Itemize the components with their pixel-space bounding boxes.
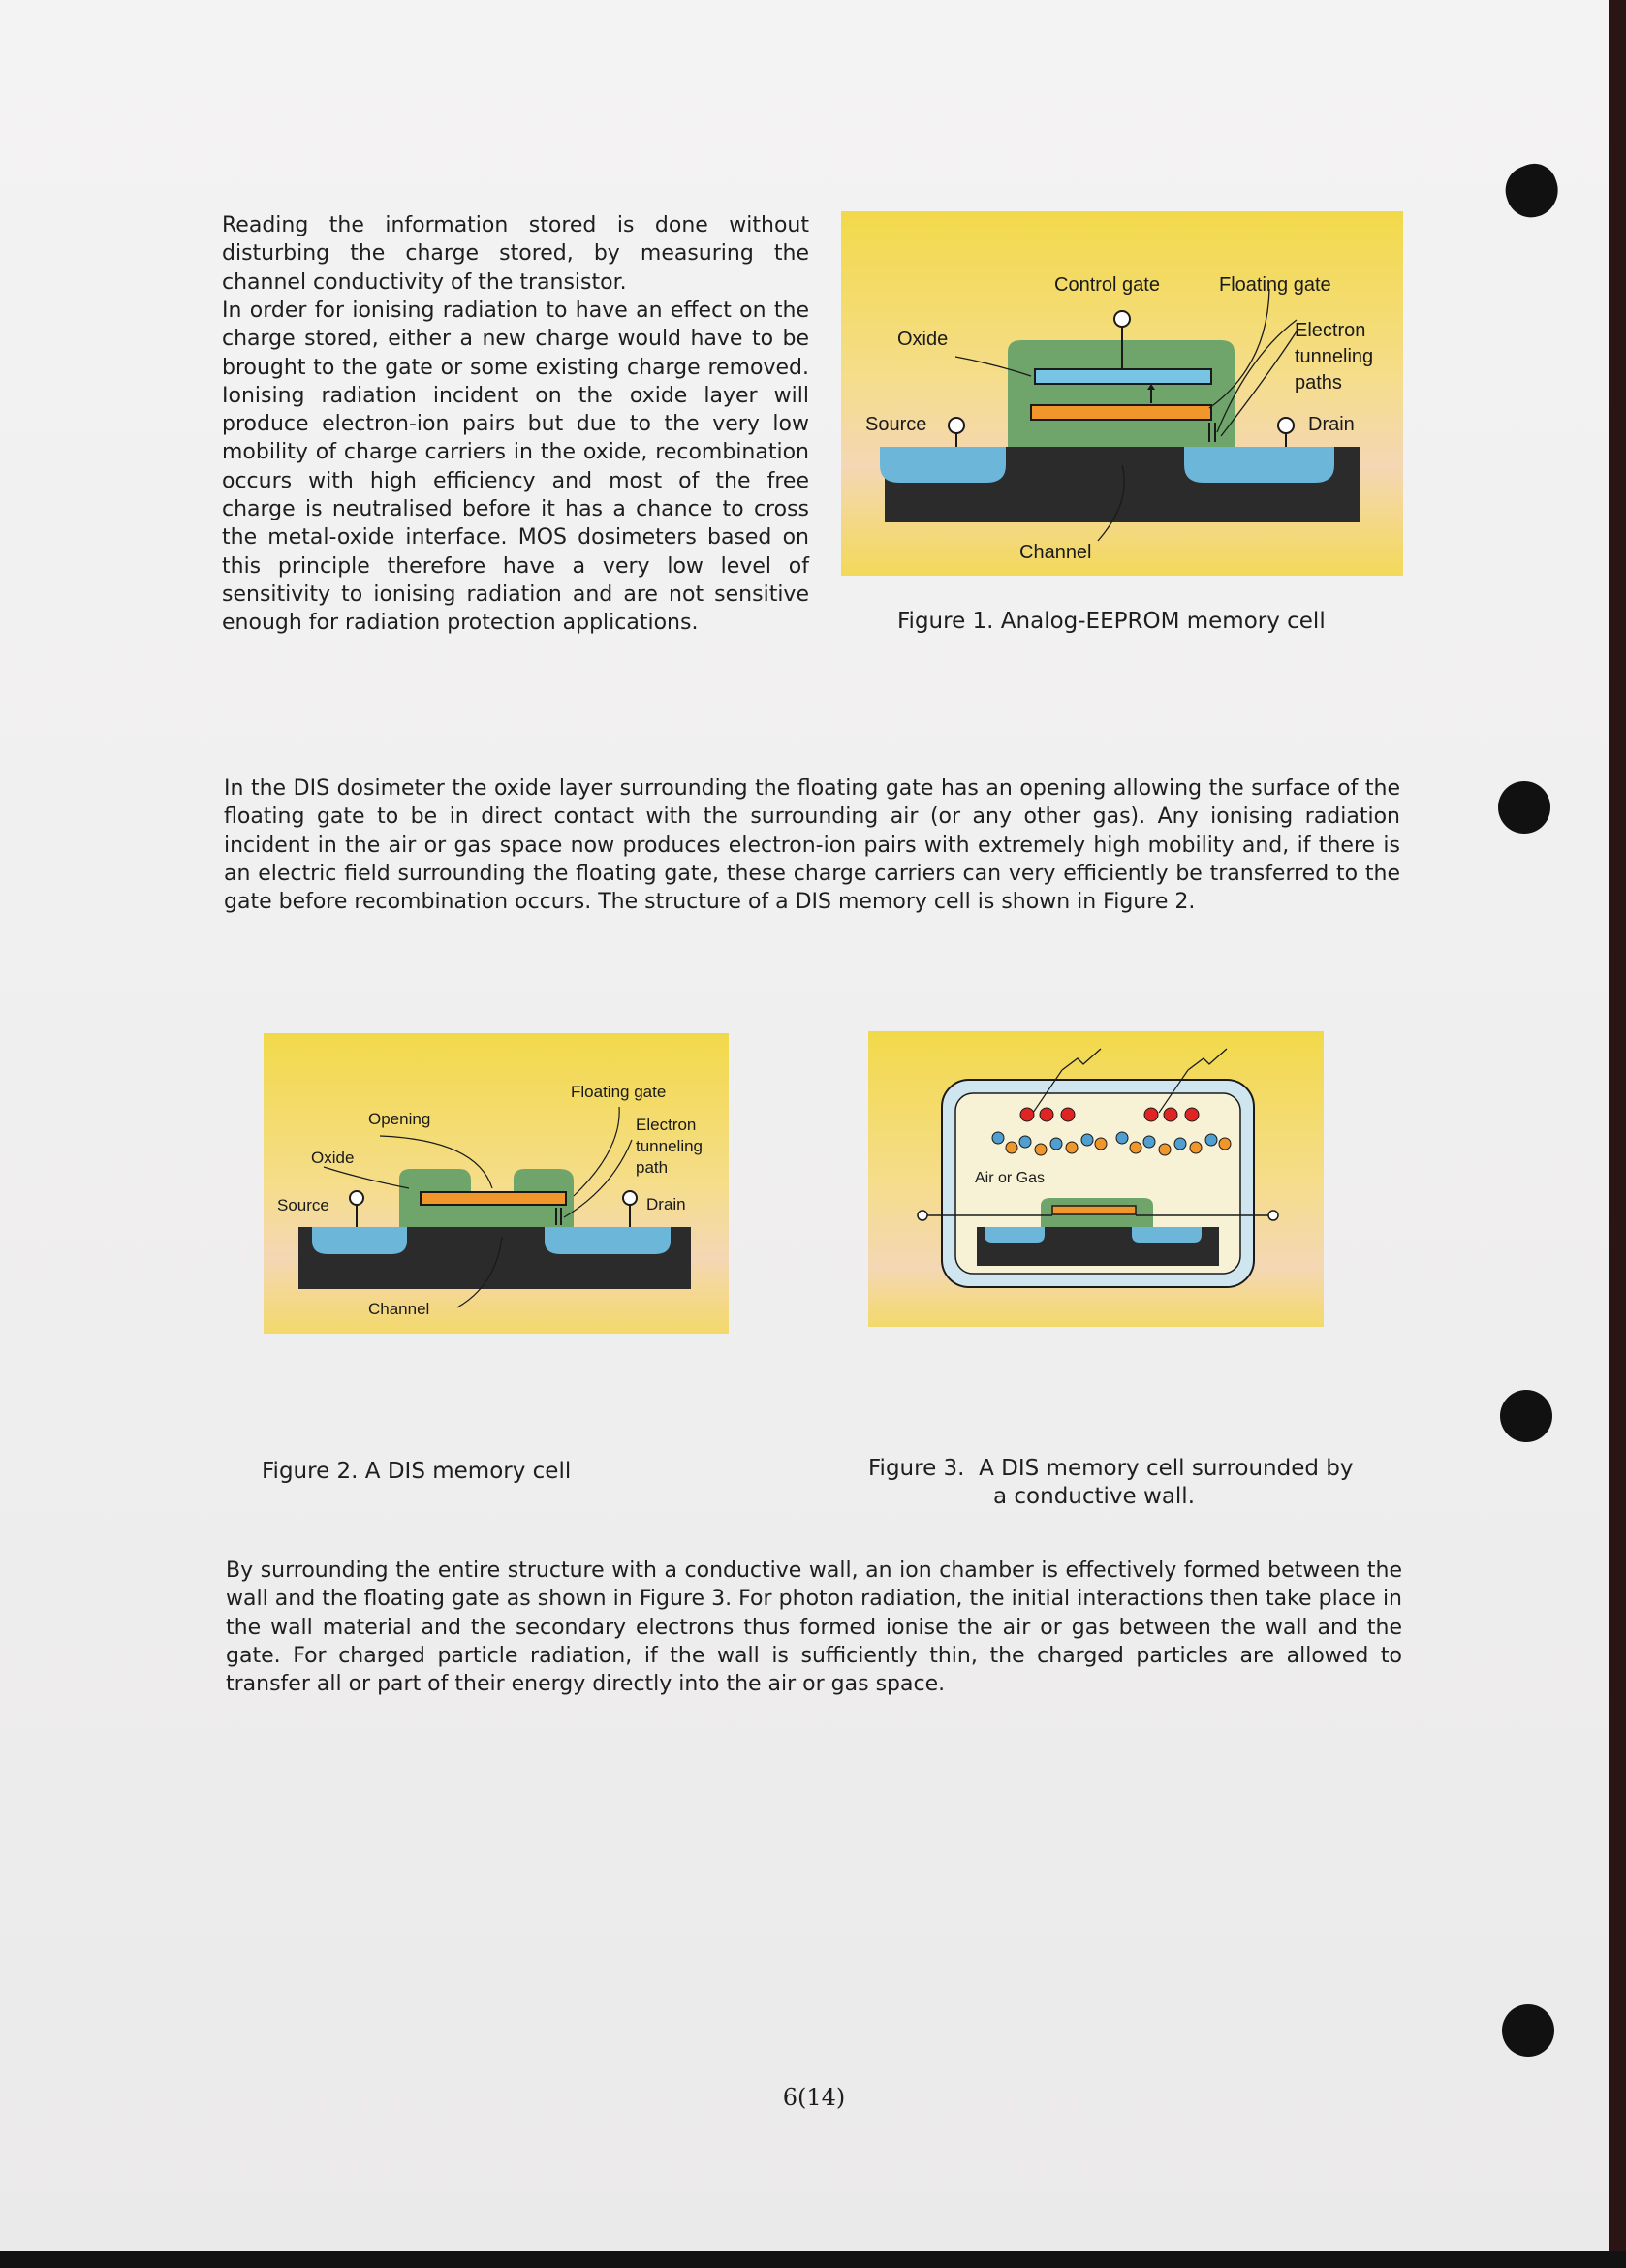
drain-diffusion (545, 1227, 671, 1254)
figure-3-caption-line-1: Figure 3. A DIS memory cell surrounded by (868, 1456, 1354, 1481)
paragraph-reading: Reading the information stored is done without disturbing the charge stored, by measuring the channel conductivity of the transistor. (222, 213, 809, 295)
punch-hole-2 (1498, 781, 1550, 834)
figure-1-caption: Figure 1. Analog-EEPROM memory cell (897, 609, 1326, 634)
label-air-or-gas: Air or Gas (975, 1170, 1046, 1186)
paragraph-ionising: In order for ionising radiation to have an effect on the charge stored, either a new charge would have to be brought to the gate or some existing charge removed. Ionising radiation incident on the oxide layer will produce electron-ion pairs but due to the very low mobility of charge carriers in the oxide, recombination occurs with high efficiency and most of the free charge is neutralised before it has a chance to cross the metal-oxide interface. MOS dosimeters based on this principle therefore have a very low level of sensitivity to ionising radiation and are not sensitive enough for radiation protection applications. (222, 299, 809, 636)
drain-terminal (623, 1191, 637, 1205)
electron (1164, 1108, 1177, 1121)
label-source: Source (277, 1196, 329, 1214)
label-channel: Channel (368, 1300, 430, 1318)
label-source: Source (865, 414, 927, 435)
floating-gate-electrode (421, 1192, 566, 1205)
page-right-edge (1609, 0, 1626, 2268)
floating-gate-electrode (1052, 1206, 1136, 1214)
right-terminal (1268, 1211, 1278, 1220)
punch-hole-4 (1502, 2004, 1554, 2057)
label-floating-gate: Floating gate (1219, 274, 1331, 296)
left-terminal (918, 1211, 927, 1220)
label-oxide: Oxide (897, 329, 949, 350)
control-gate-terminal (1114, 311, 1130, 327)
electron (1144, 1108, 1158, 1121)
paragraph-dis-dosimeter: In the DIS dosimeter the oxide layer surrounding the floating gate has an opening allowing the surface of the floating gate to be in direct contact with the surrounding air (or any other gas). Any ionising radiation incident in the air or gas space now produces electron-ion pairs with extremely high mobility and, if there is an electric field surrounding the floating gate, these charge carriers can very efficiently be transferred to the gate before recombination occurs. The structure of a DIS memory cell is shown in Figure 2. (224, 776, 1400, 915)
figure-2-caption: Figure 2. A DIS memory cell (262, 1459, 572, 1484)
floating-gate-electrode (1031, 405, 1211, 420)
page-number: 6(14) (782, 2084, 846, 2111)
source-diffusion (985, 1227, 1045, 1243)
figure-2-dis-cell (264, 1033, 729, 1334)
figure-1-eeprom-cell (841, 211, 1403, 576)
label-tunneling: tunneling (1295, 346, 1374, 367)
label-control-gate: Control gate (1054, 274, 1160, 296)
label-drain: Drain (1308, 414, 1355, 435)
source-terminal (949, 418, 964, 433)
label-path: path (636, 1158, 669, 1177)
electron (1061, 1108, 1075, 1121)
source-diffusion (312, 1227, 407, 1254)
label-opening: Opening (368, 1110, 431, 1128)
label-electron: Electron (636, 1116, 697, 1134)
drain-diffusion (1132, 1227, 1202, 1243)
label-tunneling: tunneling (636, 1137, 704, 1155)
electron (1040, 1108, 1053, 1121)
label-channel: Channel (1019, 542, 1092, 563)
paragraph-conductive-wall: By surrounding the entire structure with a conductive wall, an ion chamber is effectively formed between the wall and the floating gate as shown in Figure 3. For photon radiation, the initial interactions then take place in the wall material and the secondary electrons thus formed ionise the air or gas between the wall and the gate. For charged particle radiation, if the wall is sufficiently thin, the charged particles are allowed to transfer all or part of their energy directly into the air or gas space. (226, 1559, 1402, 1697)
electron (1185, 1108, 1199, 1121)
punch-hole-3 (1500, 1390, 1552, 1442)
drain-terminal (1278, 418, 1294, 433)
figure-3-dis-cell-wall (868, 1031, 1324, 1327)
oxide-base (399, 1204, 574, 1227)
electron (1020, 1108, 1034, 1121)
label-drain: Drain (646, 1195, 686, 1213)
page-bottom-edge (0, 2251, 1626, 2268)
label-electron: Electron (1295, 320, 1366, 341)
label-floating-gate: Floating gate (571, 1083, 667, 1101)
label-oxide: Oxide (311, 1149, 355, 1167)
figure-3-caption-line-2: a conductive wall. (993, 1484, 1195, 1509)
drain-diffusion (1184, 447, 1334, 483)
source-terminal (350, 1191, 363, 1205)
label-paths: paths (1295, 372, 1342, 394)
source-diffusion (880, 447, 1006, 483)
control-gate-electrode (1035, 369, 1211, 384)
